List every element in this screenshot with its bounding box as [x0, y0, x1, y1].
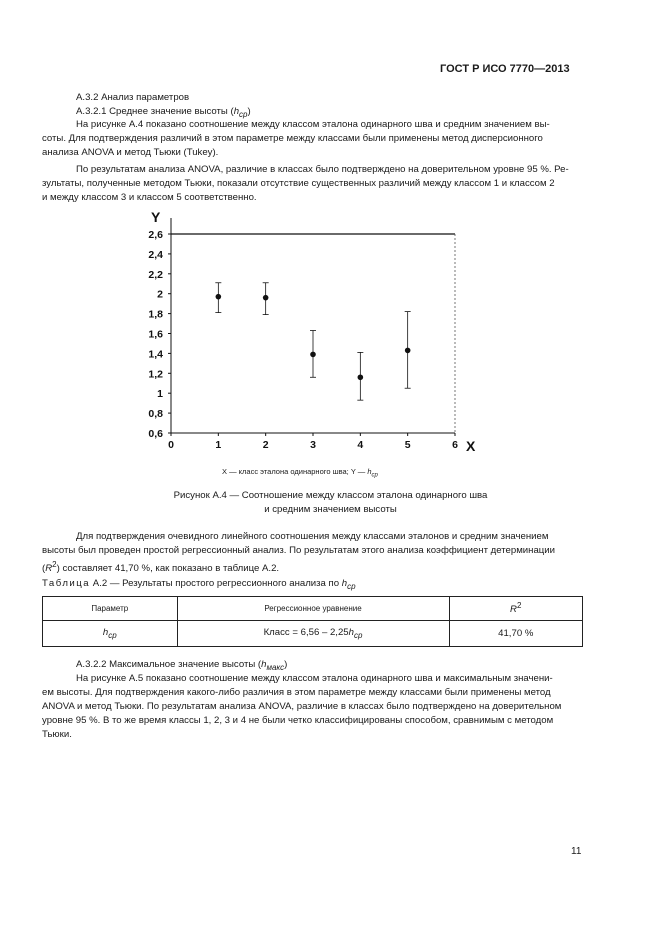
- page-number: 11: [571, 846, 582, 857]
- y-tick-label: 1,6: [148, 328, 163, 341]
- y-tick-label: 1: [157, 388, 163, 401]
- section-heading: А.3.2 Анализ параметров: [76, 92, 190, 103]
- x-tick-label: 3: [310, 439, 316, 451]
- header-parameter: Параметр: [43, 597, 178, 621]
- cell-r2: 41,70 %: [449, 621, 583, 647]
- header-r2: $R^2$: [449, 597, 583, 621]
- cell-parameter: $h_{cp}$: [43, 621, 178, 647]
- regression-table: [42, 596, 583, 647]
- table-header-row: [43, 597, 583, 621]
- data-point: [263, 295, 269, 301]
- x-tick-label: 6: [452, 439, 458, 451]
- y-tick-label: 0,6: [148, 428, 163, 440]
- standard-header: ГОСТ Р ИСО 7770—2013: [440, 63, 570, 75]
- section-subheading: А.3.2.1 Среднее значение высоты $(h_{cp})$: [76, 106, 251, 119]
- x-tick-label: 2: [262, 439, 269, 451]
- figure-caption-line2: и средним значением высоты: [264, 504, 397, 515]
- y-axis-label: Y: [151, 209, 161, 225]
- y-tick-label: 1,2: [148, 368, 163, 381]
- data-point: [310, 352, 316, 358]
- x-axis-label: X: [466, 438, 476, 454]
- cell-equation: Класс = $6,56 - 2,25h_{cp}$: [177, 621, 449, 647]
- data-point: [405, 348, 411, 354]
- chart-legend: X — класс эталона одинарного шва; Y — $h_{cp}$: [222, 467, 378, 479]
- x-tick-label: 5: [404, 439, 411, 451]
- x-tick-label: 0: [168, 439, 174, 451]
- data-point: [358, 374, 364, 380]
- y-tick-label: 2: [157, 288, 163, 301]
- y-tick-label: 1,4: [148, 348, 163, 361]
- table-row: [43, 621, 583, 647]
- y-tick-label: 2,2: [148, 268, 163, 281]
- figure-caption-line1: Рисунок А.4 — Соотношение между классом эталона одинарного шва: [173, 490, 488, 501]
- y-tick-label: 1,8: [148, 308, 163, 321]
- data-point: [216, 294, 222, 300]
- header-equation: Регрессионное уравнение: [177, 597, 449, 621]
- y-tick-label: 2,6: [148, 229, 163, 241]
- y-tick-label: 0,8: [148, 408, 163, 421]
- section2-subheading: А.3.2.2 Максимальное значение высоты $(h_{макс})$: [76, 659, 288, 672]
- table-caption: Таблица А.2 — Результаты простого регрессионного анализа по $h_{cp}$: [42, 578, 356, 591]
- x-tick-label: 1: [215, 439, 222, 451]
- x-tick-label: 4: [357, 439, 364, 451]
- y-tick-label: 2,4: [148, 248, 163, 261]
